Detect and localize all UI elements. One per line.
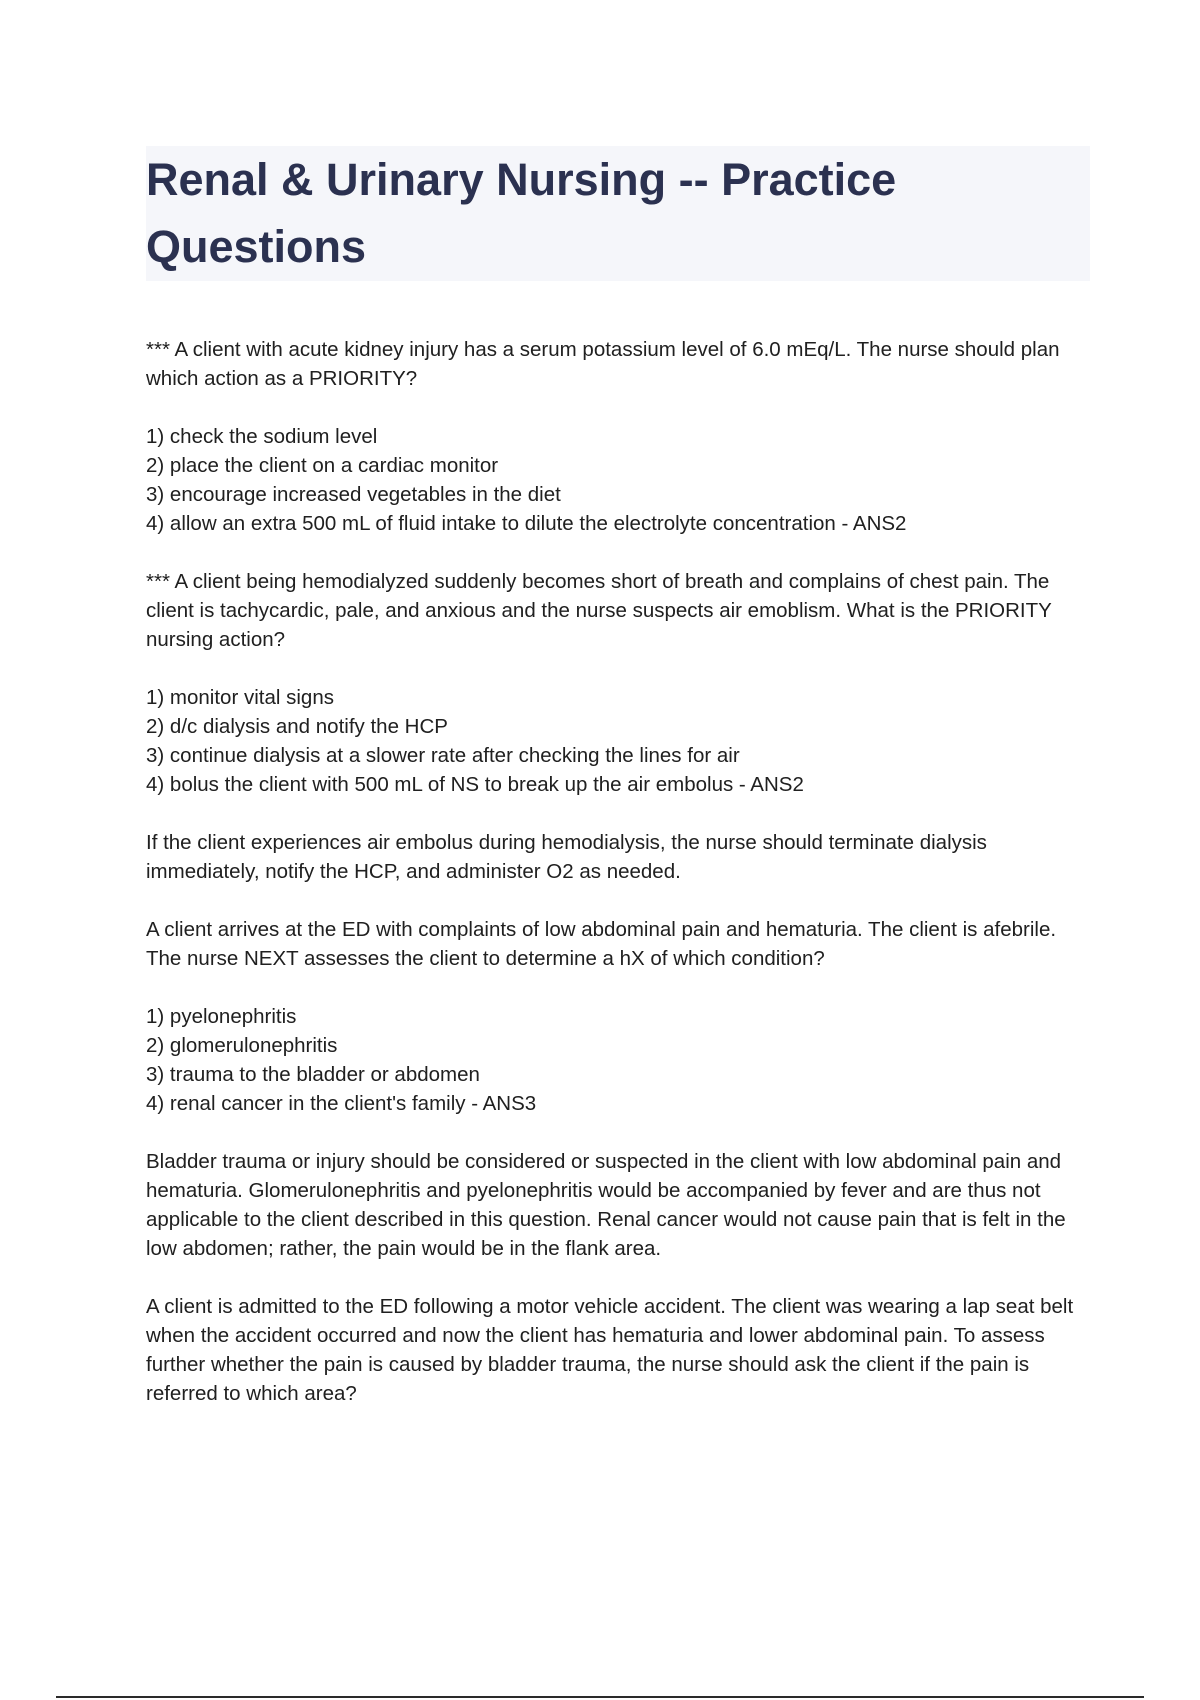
document-title: Renal & Urinary Nursing -- Practice Questions	[146, 154, 897, 272]
option-item: 1) check the sodium level	[146, 425, 378, 448]
question-3: A client arrives at the ED with complaints of low abdominal pain and hematuria. The client is afebrile. The nurse NEXT assesses the client to determine a hX of which condition?	[146, 918, 1057, 970]
option-item: 2) d/c dialysis and notify the HCP	[146, 715, 448, 738]
option-item: 3) encourage increased vegetables in the diet	[146, 483, 561, 506]
option-item: 1) monitor vital signs	[146, 686, 334, 709]
question-2-options	[146, 683, 1096, 799]
question-1: *** A client with acute kidney injury has a serum potassium level of 6.0 mEq/L. The nurse should plan which action as a PRIORITY?	[146, 338, 1060, 390]
option-item: 1) pyelonephritis	[146, 1005, 297, 1028]
option-item: 2) glomerulonephritis	[146, 1034, 338, 1057]
rationale-3: Bladder trauma or injury should be considered or suspected in the client with low abdominal pain and hematuria. Glomerulonephritis and pyelonephritis would be accompanied by fever and are thus not applicable to the client described in this question. Renal cancer would not cause pain that is felt in the low abdomen; rather, the pain would be in the flank area.	[146, 1150, 1066, 1260]
question-3-options	[146, 1002, 1096, 1118]
question-2: *** A client being hemodialyzed suddenly becomes short of breath and complains of chest pain. The client is tachycardic, pale, and anxious and the nurse suspects air emoblism. What is the PRIORITY nursing action?	[146, 570, 1052, 651]
option-item: 4) allow an extra 500 mL of fluid intake to dilute the electrolyte concentration - ANS2	[146, 512, 907, 535]
option-item: 4) renal cancer in the client's family - ANS3	[146, 1092, 537, 1115]
rationale-2: If the client experiences air embolus during hemodialysis, the nurse should terminate dialysis immediately, notify the HCP, and administer O2 as needed.	[146, 831, 987, 883]
page-footer-divider	[56, 1696, 1144, 1698]
title-banner	[146, 146, 1090, 281]
question-1-options	[146, 422, 1096, 538]
option-item: 4) bolus the client with 500 mL of NS to break up the air embolus - ANS2	[146, 773, 804, 796]
option-item: 2) place the client on a cardiac monitor	[146, 454, 499, 477]
document-body	[146, 335, 1096, 1437]
option-item: 3) continue dialysis at a slower rate after checking the lines for air	[146, 744, 740, 767]
question-4: A client is admitted to the ED following a motor vehicle accident. The client was wearing a lap seat belt when the accident occurred and now the client has hematuria and lower abdominal pain. To assess further whether the pain is caused by bladder trauma, the nurse should ask the client if the pain is referred to which area?	[146, 1295, 1074, 1405]
option-item: 3) trauma to the bladder or abdomen	[146, 1063, 480, 1086]
